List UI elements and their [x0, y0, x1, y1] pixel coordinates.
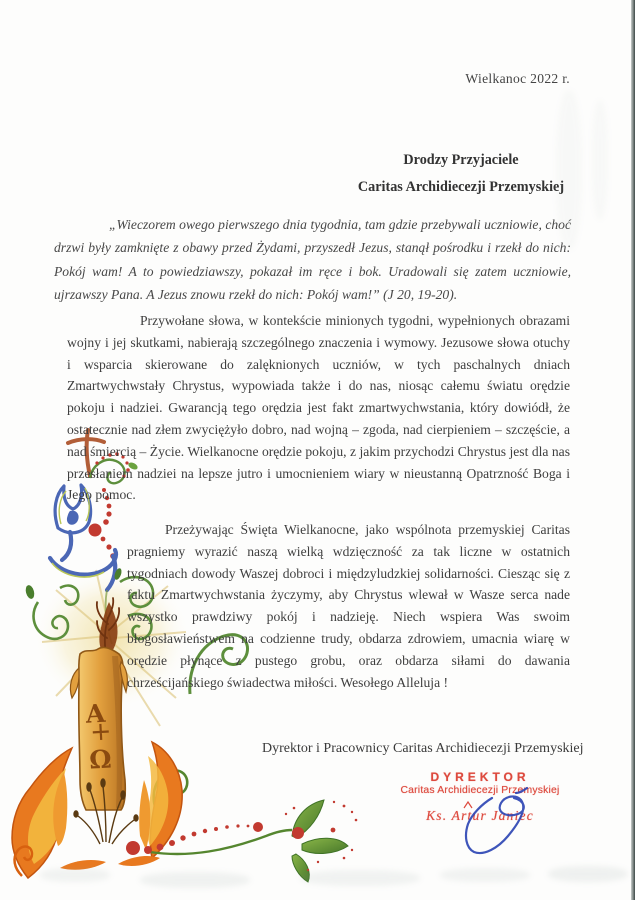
recipient-line2: Caritas Archidiecezji Przemyskiej — [357, 179, 565, 195]
scan-smudge — [140, 872, 250, 888]
closing-line: Dyrektor i Pracownicy Caritas Archidiecezji Przemyskiej — [262, 741, 584, 756]
stamp-name: Ks. Artur Janiec — [426, 808, 534, 823]
alpha-symbol: Α — [85, 698, 106, 729]
omega-symbol: Ω — [88, 744, 113, 775]
paragraph-1: Przywołane słowa, w kontekście minionych tygodni, wypełnionych obrazami wojny i jej skutkami, nabierają szczególnego znaczenia i wymowy. Jezusowe słowa otuchy i wsparcia skierowane do zalęknionych uczniów, w tych paschalnych dniach Zmartwychwstały Chrystus, wypowiada także i do nas, niosąc całemu światu orędzie pokoju i nadziei. Gwarancją tego orędzia jest fakt zmartwychwstania, który dowiódł, że ostatecznie nad złem zwyciężyło dobro, nad wojną – zgoda, nad cierpieniem – szczęście, a nad śmiercią – Życie. Wielkanocne orędzie pokoju, z jakim przychodzi Chrystus jest dla nas przesłaniem nadziei na lepsze jutro i umocnieniem wiary w nieustanną Opatrzność Boga i Jego pomoc. — [67, 313, 570, 503]
scan-smudge — [592, 100, 608, 220]
scan-smudge — [40, 868, 110, 882]
paragraph-2: Przeżywając Święta Wielkanocne, jako wspólnota przemyskiej Caritas pragniemy wyrazić naszą wielką wdzięczność za tak liczne w ostatnich tygodniach dowody Waszej dobroci i międzyludzkiej solidarności. Ciesząc się z faktu Zmartwychwstania życzymy, aby Chrystus wlewał w Wasze serca nade wszystko prawdziwy pokój i nadzieję. Niech wspiera Was swoim błogosławieństwem na codzienne trudy, obdarza zdrowiem, umacnia wiarę w orędzie płynące z pustego grobu, oraz obdarza siłami do dawania chrześcijańskiego świadectwa miłości. Wesołego Alleluja ! — [127, 522, 570, 690]
scan-smudge — [300, 870, 420, 886]
scripture-quote: „Wieczorem owego pierwszego dnia tygodnia, tam gdzie przebywali uczniowie, choć drzwi były zamknięte z obawy przed Żydami, przyszedł Jezus, stanął pośrodku i rzekł do nich: Pokój wam! A to powiedziawszy, pokazał im ręce i bok. Uradowali się zatem uczniowie, ujrzawszy Pana. A Jezus znowu rzekł do nich: Pokój wam!” (J 20, 19-20). — [54, 217, 571, 302]
stamp-title: DYREKTOR — [430, 770, 530, 784]
candle — [70, 647, 127, 810]
date-line: Wielkanoc 2022 r. — [465, 71, 570, 86]
scan-smudge — [556, 90, 582, 250]
signature-stroke — [466, 788, 527, 853]
stamp-org: Caritas Archidiecezji Przemyskiej — [400, 785, 560, 796]
recipient-block — [345, 147, 577, 201]
leaf-accent — [24, 584, 35, 600]
scan-smudge — [548, 866, 628, 882]
recipient-line1: Drodzy Przyjaciele — [403, 152, 519, 168]
stamp-caret-mark — [464, 802, 472, 808]
scan-smudge — [440, 868, 530, 882]
scan-edge — [631, 0, 635, 900]
